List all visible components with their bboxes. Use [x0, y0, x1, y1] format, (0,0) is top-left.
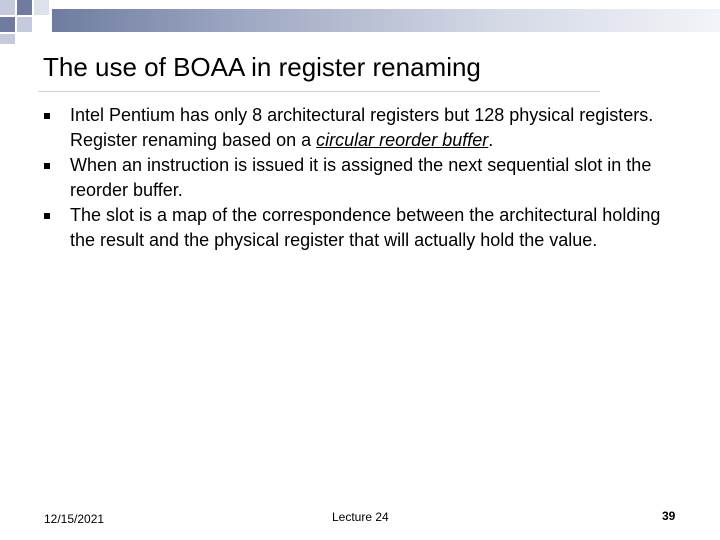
- bullet-item: [40, 153, 680, 203]
- bullet-emphasis: circular reorder buffer: [316, 130, 489, 150]
- bullet-item: [40, 103, 680, 153]
- slide-title: The use of BOAA in register renaming: [43, 52, 481, 82]
- footer-lecture: Lecture 24: [332, 510, 389, 524]
- footer-date: 12/15/2021: [44, 512, 105, 526]
- bullet-suffix: .: [488, 130, 494, 150]
- decorative-header: [0, 0, 720, 44]
- header-square-6: [0, 34, 15, 44]
- header-square-3: [34, 0, 49, 15]
- square-bullet-icon: [44, 113, 50, 119]
- header-square-1: [0, 0, 15, 15]
- bullet-list: [40, 103, 680, 253]
- header-square-2: [17, 0, 32, 15]
- header-gradient-band: [52, 9, 720, 32]
- bullet-text: The slot is a map of the correspondence between the architectural holding the result and the physical register that will actually hold the value.: [70, 205, 661, 250]
- page-number: 39: [662, 509, 676, 523]
- bullet-text: When an instruction is issued it is assigned the next sequential slot in the reorder buffer.: [70, 155, 652, 200]
- header-square-4: [0, 17, 15, 32]
- bullet-text: Intel Pentium has only 8 architectural registers but 128 physical registers. Register renaming based on a: [70, 105, 654, 150]
- header-square-5: [17, 17, 32, 32]
- square-bullet-icon: [44, 163, 50, 169]
- bullet-item: [40, 203, 680, 253]
- square-bullet-icon: [44, 213, 50, 219]
- title-divider: [38, 91, 600, 92]
